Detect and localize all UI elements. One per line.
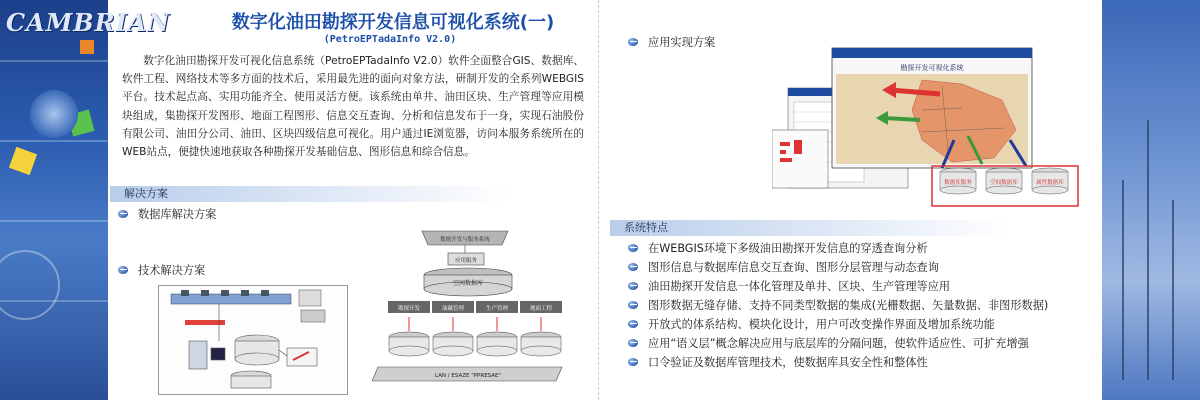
bullet-icon bbox=[628, 338, 640, 348]
right-decorative-panel bbox=[1102, 0, 1200, 400]
bullet-icon bbox=[628, 37, 640, 47]
database-solution-item bbox=[118, 206, 216, 222]
network-diagram bbox=[158, 285, 348, 395]
feature-text: 应用“语义层”概念解决应用与底层库的分隔问题，使软件适应性、可扩充增强 bbox=[648, 336, 1029, 350]
bullet-icon bbox=[628, 281, 640, 291]
arch-top-label: 数据开发与服务系统 bbox=[440, 237, 490, 243]
features-list bbox=[628, 238, 1098, 371]
arch-module-label: 地面工程 bbox=[529, 306, 553, 312]
app-db-label: 数据库服务 bbox=[944, 180, 972, 186]
bullet-icon bbox=[628, 243, 640, 253]
oil-derrick-decoration bbox=[1172, 200, 1174, 380]
orange-cube-decoration bbox=[80, 40, 94, 54]
tech-solution-item bbox=[118, 262, 205, 278]
disc-decoration bbox=[0, 250, 60, 320]
feature-text: 图形信息与数据库信息交互查询、图形分层管理与动态查询 bbox=[648, 260, 939, 274]
bullet-icon bbox=[118, 209, 130, 219]
arch-center-db-label: 空间数据库 bbox=[452, 280, 484, 287]
feature-item bbox=[628, 314, 1098, 333]
feature-text: 开放式的体系结构、模块化设计，用户可改变操作界面及增加系统功能 bbox=[648, 317, 995, 331]
feature-item bbox=[628, 276, 1098, 295]
solution-section-header: 解决方案 bbox=[110, 186, 510, 202]
feature-item bbox=[628, 333, 1098, 352]
architecture-diagram bbox=[372, 225, 572, 387]
database-solution-label: 数据库解决方案 bbox=[138, 208, 217, 221]
yellow-cube-decoration bbox=[9, 147, 37, 175]
disc-decoration bbox=[30, 90, 78, 138]
page-title: 数字化油田勘探开发信息可视化系统(一) bbox=[231, 12, 555, 33]
oil-derrick-decoration bbox=[1122, 180, 1124, 380]
page-subtitle: (PetroEPTadaInfo V2.0) bbox=[323, 34, 457, 45]
feature-text: 口令验证及数据库管理技术，使数据库具安全性和整体性 bbox=[648, 355, 928, 369]
arch-bottom-label: LAN / ESAZE "PPRESAE" bbox=[434, 373, 502, 379]
application-screenshot-collage bbox=[772, 40, 1098, 210]
application-label: 应用实现方案 bbox=[648, 36, 716, 49]
features-section-header: 系统特点 bbox=[610, 220, 1010, 236]
app-db-label: 空间数据库 bbox=[990, 180, 1018, 186]
arch-module-label: 勘探开发 bbox=[397, 306, 421, 312]
bullet-icon bbox=[628, 262, 640, 272]
arch-module-label: 油藏管理 bbox=[441, 306, 465, 312]
feature-text: 油田勘探开发信息一体化管理及单井、区块、生产管理等应用 bbox=[648, 279, 951, 293]
feature-item bbox=[628, 295, 1098, 314]
feature-item bbox=[628, 352, 1098, 371]
feature-text: 在WEBGIS环境下多级油田勘探开发信息的穿透查询分析 bbox=[648, 241, 928, 255]
bullet-icon bbox=[118, 265, 130, 275]
cambrian-logo: CAMBRIAN bbox=[6, 8, 171, 37]
bullet-icon bbox=[628, 357, 640, 367]
app-db-label: 属性数据库 bbox=[1036, 180, 1064, 186]
intro-paragraph: 数字化油田勘探开发可视化信息系统（PetroEPTadaInfo V2.0）软件全面整合GIS、数据库、软件工程、网络技术等多方面的技术后，采用最先进的面向对象方法，研制开发的全系列WEBGIS平台。技术起点高、实用功能齐全、使用灵活方便。该系统由单井、油田区块、生产管理等应用模块组成，集勘探开发图形、地面工程图形、信息交互查询、分析和信息发布于一身，实现石油股份有限公司、油田分公司、油田、区块四级信息可视化。用户通过IE浏览器，访问本服务系统所在的WEB站点，便捷快速地获取各种勘探开发基础信息、图形信息和综合信息。 bbox=[122, 55, 584, 159]
page-divider bbox=[598, 0, 599, 400]
feature-item bbox=[628, 257, 1098, 276]
feature-text: 图形数据无缝存储、支持不同类型数据的集成(光栅数据、矢量数据、非图形数据) bbox=[648, 298, 1049, 312]
arch-service-label: 应用服务 bbox=[454, 258, 478, 264]
app-window-title: 勘探开发可视化系统 bbox=[900, 64, 964, 72]
left-decorative-panel bbox=[0, 0, 108, 400]
feature-item bbox=[628, 238, 1098, 257]
oil-derrick-decoration bbox=[1147, 120, 1149, 380]
tech-solution-label: 技术解决方案 bbox=[138, 264, 206, 277]
application-item bbox=[628, 34, 715, 50]
arch-module-label: 生产管理 bbox=[485, 306, 509, 312]
bullet-icon bbox=[628, 300, 640, 310]
bullet-icon bbox=[628, 319, 640, 329]
